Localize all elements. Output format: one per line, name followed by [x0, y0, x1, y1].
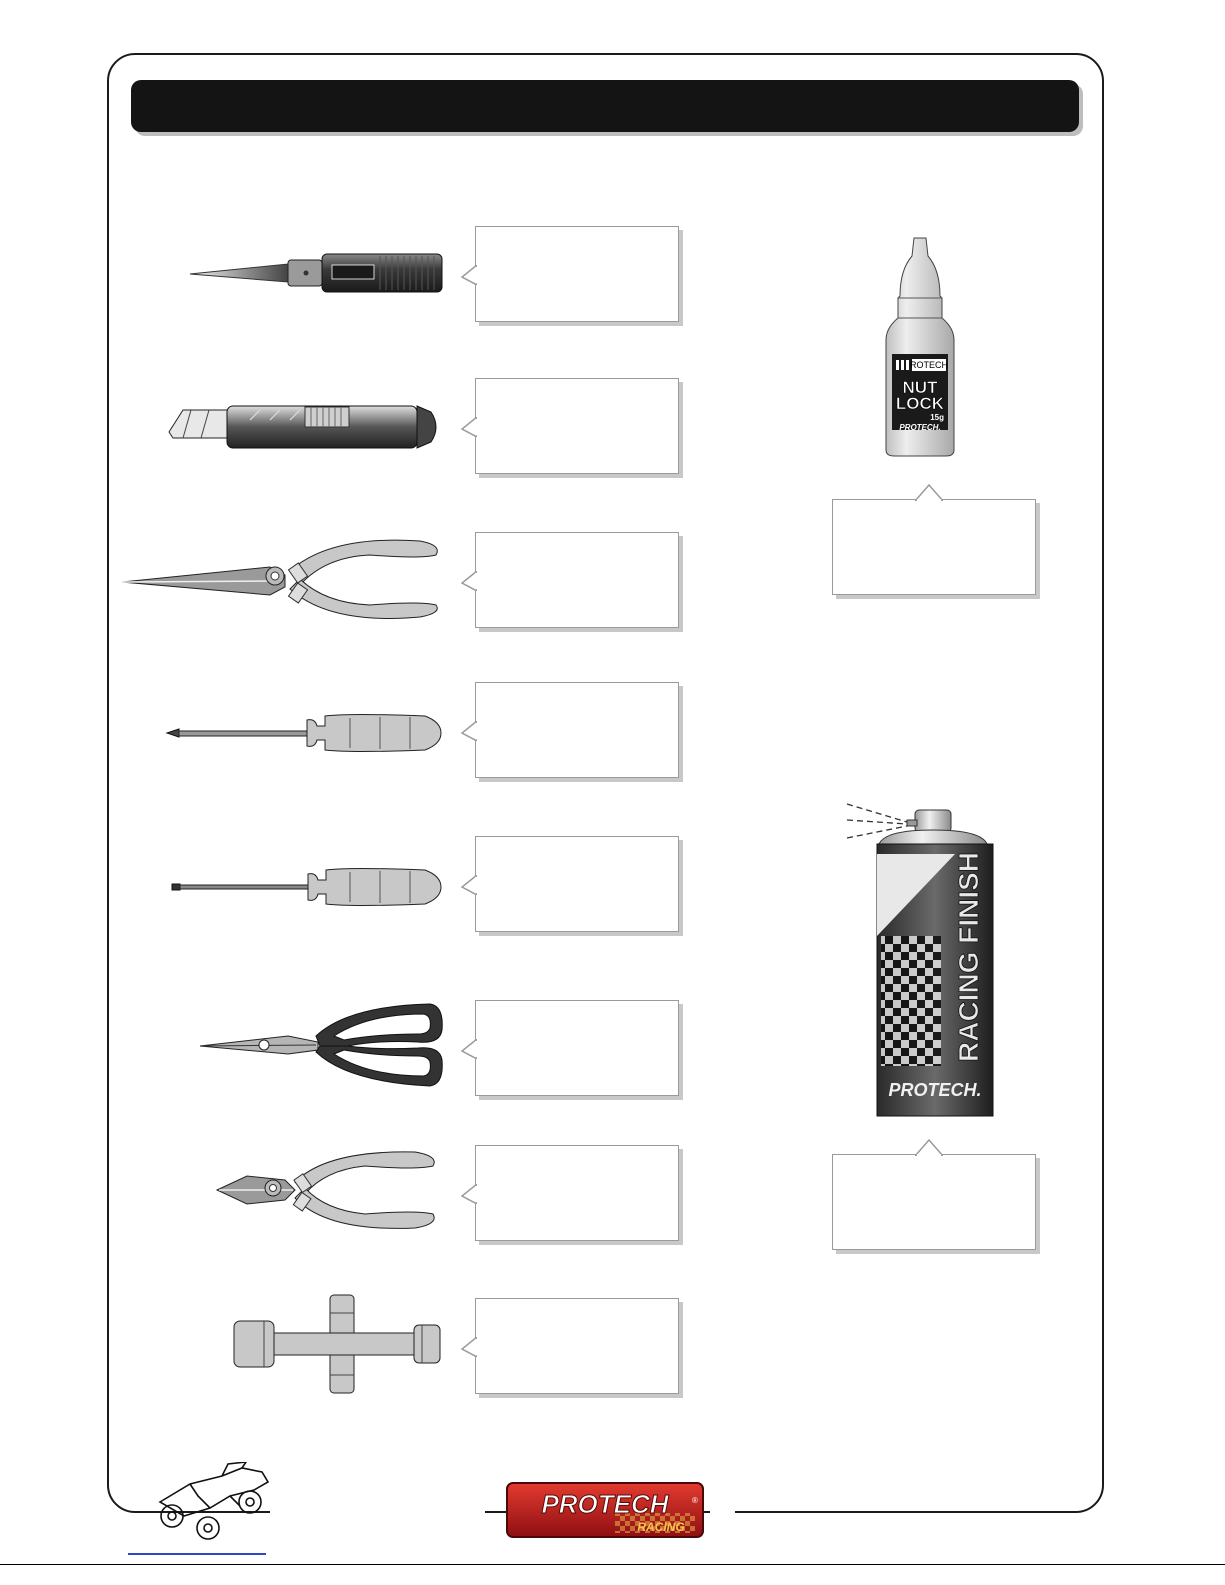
- buggy-car-icon: [150, 1462, 275, 1540]
- callout-side-cutters: [475, 1145, 679, 1241]
- callout-text: [476, 227, 678, 247]
- callout-pointer: [461, 417, 477, 437]
- callout-pointer: [461, 1337, 477, 1357]
- callout-cross-wrench: [475, 1298, 679, 1394]
- section-title-bar: [131, 80, 1079, 132]
- hex-screwdriver-icon: [170, 866, 445, 908]
- callout-text: [833, 1155, 1035, 1175]
- phillips-screwdriver-icon: [165, 712, 445, 754]
- side-cutters-icon: [215, 1148, 445, 1236]
- nut-lock-brand: PROTECH.: [899, 423, 941, 432]
- scissors-icon: [198, 1000, 446, 1090]
- callout-hex-screwdriver: [475, 836, 679, 932]
- nut-lock-line2: LOCK: [895, 394, 945, 413]
- footer-link-underline[interactable]: [128, 1553, 266, 1555]
- callout-pointer: [461, 721, 477, 741]
- nut-lock-bottle-icon: [880, 236, 960, 458]
- cross-wrench-icon: [230, 1293, 445, 1395]
- callout-pointer: [461, 571, 477, 591]
- racing-finish-spray-can-icon: [845, 800, 1000, 1120]
- callout-pointer: [461, 1039, 477, 1059]
- callout-pointer: [461, 1184, 477, 1204]
- callout-racing-finish: [832, 1154, 1036, 1250]
- callout-text: [476, 1146, 678, 1166]
- nut-lock-line1: NUT: [902, 378, 938, 397]
- callout-text: [476, 533, 678, 553]
- logo-sub-text: RACING: [637, 1520, 685, 1534]
- callout-nut-lock: [832, 499, 1036, 595]
- logo-main-text: PROTECH: [541, 1489, 669, 1519]
- callout-text: [476, 683, 678, 703]
- callout-pointer: [461, 265, 477, 285]
- frame-gap-left: [270, 1498, 485, 1528]
- callout-cutter-knife: [475, 378, 679, 474]
- callout-scissors: [475, 1000, 679, 1096]
- callout-text: [476, 1299, 678, 1319]
- callout-pointer: [461, 875, 477, 895]
- callout-text: [476, 379, 678, 399]
- nut-lock-weight: 15g: [930, 413, 944, 422]
- cutter-knife-icon: [165, 398, 445, 458]
- callout-phillips-screwdriver: [475, 682, 679, 778]
- callout-pointer: [915, 1139, 943, 1156]
- frame-gap-right: [710, 1498, 735, 1528]
- callout-text: [833, 500, 1035, 520]
- long-nose-pliers-icon: [120, 535, 445, 627]
- callout-text: [476, 837, 678, 857]
- protech-racing-logo: [505, 1481, 705, 1539]
- hobby-knife-icon: [188, 246, 448, 296]
- callout-long-nose-pliers: [475, 532, 679, 628]
- spray-brand: PROTECH.: [888, 1080, 982, 1100]
- footer-rule: [0, 1564, 1225, 1565]
- callout-pointer: [915, 484, 943, 501]
- spray-product-name: RACING FINISH: [953, 852, 984, 1062]
- callout-text: [476, 1001, 678, 1021]
- nut-lock-brand-line: ROTECH: [910, 360, 948, 370]
- callout-hobby-knife: [475, 226, 679, 322]
- logo-registered-mark: ®: [692, 1496, 698, 1505]
